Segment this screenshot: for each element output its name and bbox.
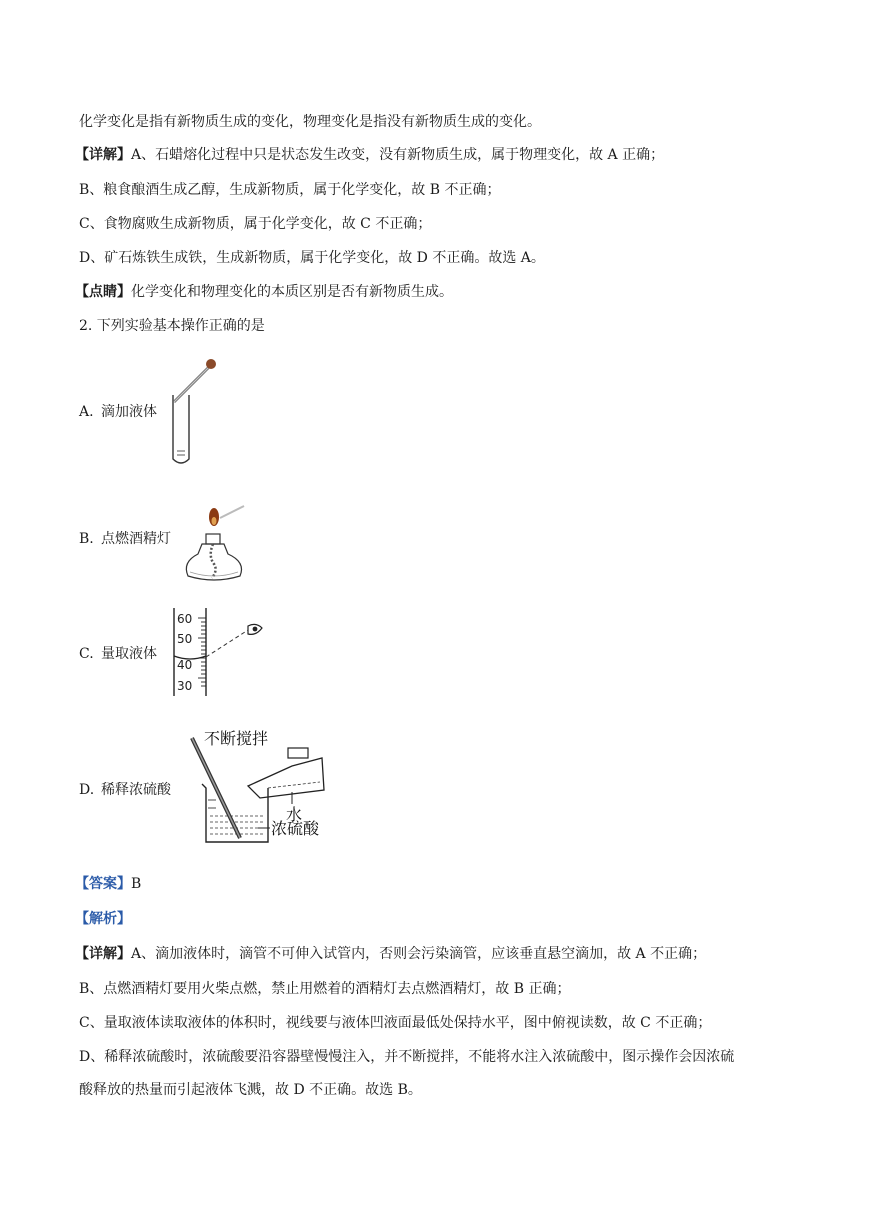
option-c xyxy=(79,643,157,663)
acid-label: 浓硫酸 xyxy=(271,819,320,838)
option-a-text: 滴加液体 xyxy=(101,404,157,420)
analysis-heading xyxy=(75,909,131,929)
answer-line xyxy=(75,874,141,894)
answer-value: B xyxy=(131,876,142,892)
option-c-text: 量取液体 xyxy=(101,646,157,662)
stir-label: 不断搅拌 xyxy=(204,729,269,748)
option-b xyxy=(79,528,171,548)
tip-tag: 【点睛】 xyxy=(75,284,131,300)
water-label: 水 xyxy=(286,805,303,824)
analysis-tag: 【解析】 xyxy=(75,911,131,927)
option-a-letter: A. xyxy=(79,404,94,420)
graduated-cylinder-figure xyxy=(168,606,268,698)
explain-d-1: D、矿石炼铁生成铁，生成新物质，属于化学变化，故 D 不正确。故选 A。 xyxy=(79,250,545,266)
explanation-a xyxy=(75,944,706,964)
option-d-text: 稀释浓硫酸 xyxy=(101,782,171,798)
tick-label-30: 30 xyxy=(177,679,193,693)
explain-c-1: C、食物腐败生成新物质，属于化学变化，故 C 不正确； xyxy=(79,216,432,232)
option-c-letter: C. xyxy=(79,646,94,662)
question-stem: 2. 下列实验基本操作正确的是 xyxy=(79,318,265,334)
explanation-detail-tag: 【详解】 xyxy=(75,946,131,962)
detail-paragraph-1 xyxy=(75,145,664,165)
explanation-a-text: A、滴加液体时，滴管不可伸入试管内，否则会污染滴管，应该垂直悬空滴加，故 A 不正确； xyxy=(131,946,707,962)
option-b-letter: B. xyxy=(79,531,94,547)
option-d xyxy=(79,779,171,799)
tick-label-50: 50 xyxy=(177,632,193,646)
explanation-d-line2: 酸释放的热量而引起液体飞溅，故 D 不正确。故选 B。 xyxy=(79,1082,422,1098)
intro-paragraph: 化学变化是指有新物质生成的变化，物理变化是指没有新物质生成的变化。 xyxy=(79,114,541,130)
tick-label-60: 60 xyxy=(177,612,193,626)
tip-paragraph xyxy=(75,282,453,302)
explanation-c: C、量取液体读取液体的体积时，视线要与液体凹液面最低处保持水平，图中俯视读数，故 C 不正确； xyxy=(79,1015,712,1031)
explain-b-1: B、粮食酿酒生成乙醇，生成新物质，属于化学变化，故 B 不正确； xyxy=(79,182,501,198)
tip-text: 化学变化和物理变化的本质区别是否有新物质生成。 xyxy=(131,284,453,300)
option-b-text: 点燃酒精灯 xyxy=(101,531,171,547)
option-a xyxy=(79,401,157,421)
detail-text: A、石蜡熔化过程中只是状态发生改变，没有新物质生成，属于物理变化，故 A 正确； xyxy=(131,147,665,163)
alcohol-lamp-figure xyxy=(180,500,250,588)
option-d-letter: D. xyxy=(79,782,95,798)
detail-tag: 【详解】 xyxy=(75,147,131,163)
dropper-test-tube-figure xyxy=(165,355,225,467)
explanation-b: B、点燃酒精灯要用火柴点燃，禁止用燃着的酒精灯去点燃酒精灯，故 B 正确； xyxy=(79,981,571,997)
explanation-d-line1: D、稀释浓硫酸时，浓硫酸要沿容器壁慢慢注入，并不断搅拌，不能将水注入浓硫酸中，图示操作会因浓硫 xyxy=(79,1049,735,1065)
tick-label-40: 40 xyxy=(177,658,193,672)
answer-tag: 【答案】 xyxy=(75,876,131,892)
dilute-acid-figure xyxy=(184,728,336,848)
